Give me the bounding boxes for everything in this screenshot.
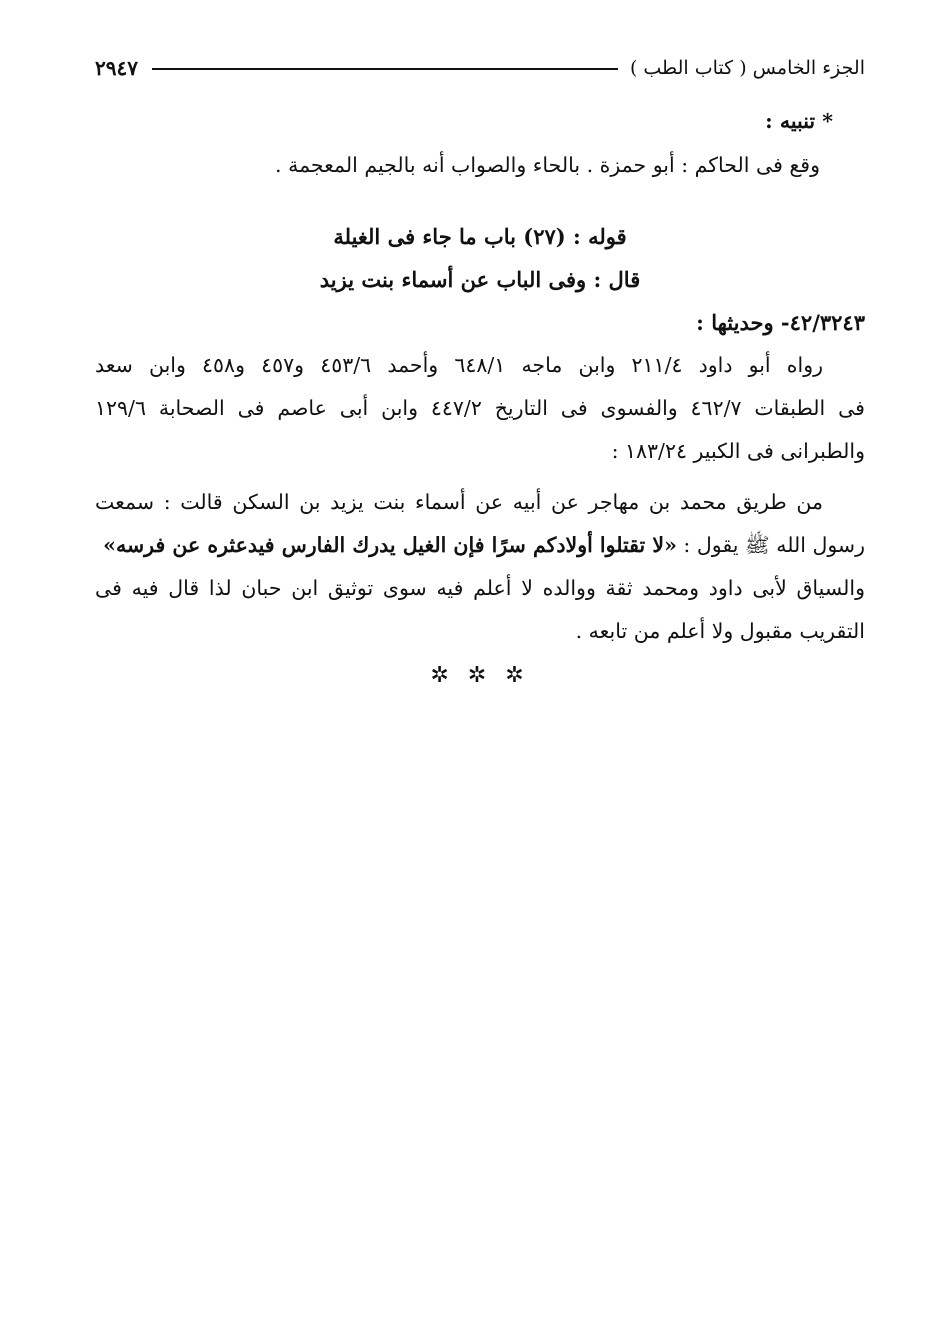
sources-line-3: والطبرانى فى الكبير ١٨٣/٢٤ : [611, 439, 865, 463]
chain-line: من طريق محمد بن مهاجر عن أبيه عن أسماء بنت يزيد بن السكن قالت : سمعت [95, 490, 823, 514]
chapter-heading: قوله : (٢٧) باب ما جاء فى الغيلة [333, 224, 627, 249]
page-body [95, 100, 865, 688]
hadith-number: ٤٢/٣٢٤٣- وحديثها : [696, 310, 865, 335]
quote-prefix: رسول الله ﷺ يقول : [676, 533, 865, 557]
hadith-quote: «لا تقتلوا أولادكم سرًا فإن الغيل يدرك الفارس فيدعثره عن فرسه» [103, 533, 677, 557]
quote-line [95, 524, 865, 567]
chapter-subheading: قال : وفى الباب عن أسماء بنت يزيد [319, 267, 641, 292]
commentary-line-1: والسياق لأبى داود ومحمد ثقة ووالده لا أعلم فيه سوى توثيق ابن حبان لذا قال فيه فى [95, 576, 865, 600]
sources-line-2: فى الطبقات ٤٦٢/٧ والفسوى فى التاريخ ٤٤٧/٢ وابن أبى عاصم فى الصحابة ١٢٩/٦ [95, 396, 865, 420]
header-rule [152, 68, 618, 70]
note-text: وقع فى الحاكم : أبو حمزة . بالحاء والصواب أنه بالجيم المعجمة . [275, 153, 820, 177]
section-end-ornament: ✲ ✲ ✲ [430, 663, 530, 688]
page-header [95, 50, 865, 86]
commentary-line-2: التقريب مقبول ولا أعلم من تابعه . [575, 619, 865, 643]
note-heading: * تنبيه : [765, 109, 833, 133]
page-number: ٢٩٤٧ [95, 56, 138, 80]
running-title: الجزء الخامس ( كتاب الطب ) [629, 57, 865, 79]
sources-line-1: رواه أبو داود ٢١١/٤ وابن ماجه ٦٤٨/١ وأحمد ٤٥٣/٦ و٤٥٧ و٤٥٨ وابن سعد [95, 353, 823, 377]
